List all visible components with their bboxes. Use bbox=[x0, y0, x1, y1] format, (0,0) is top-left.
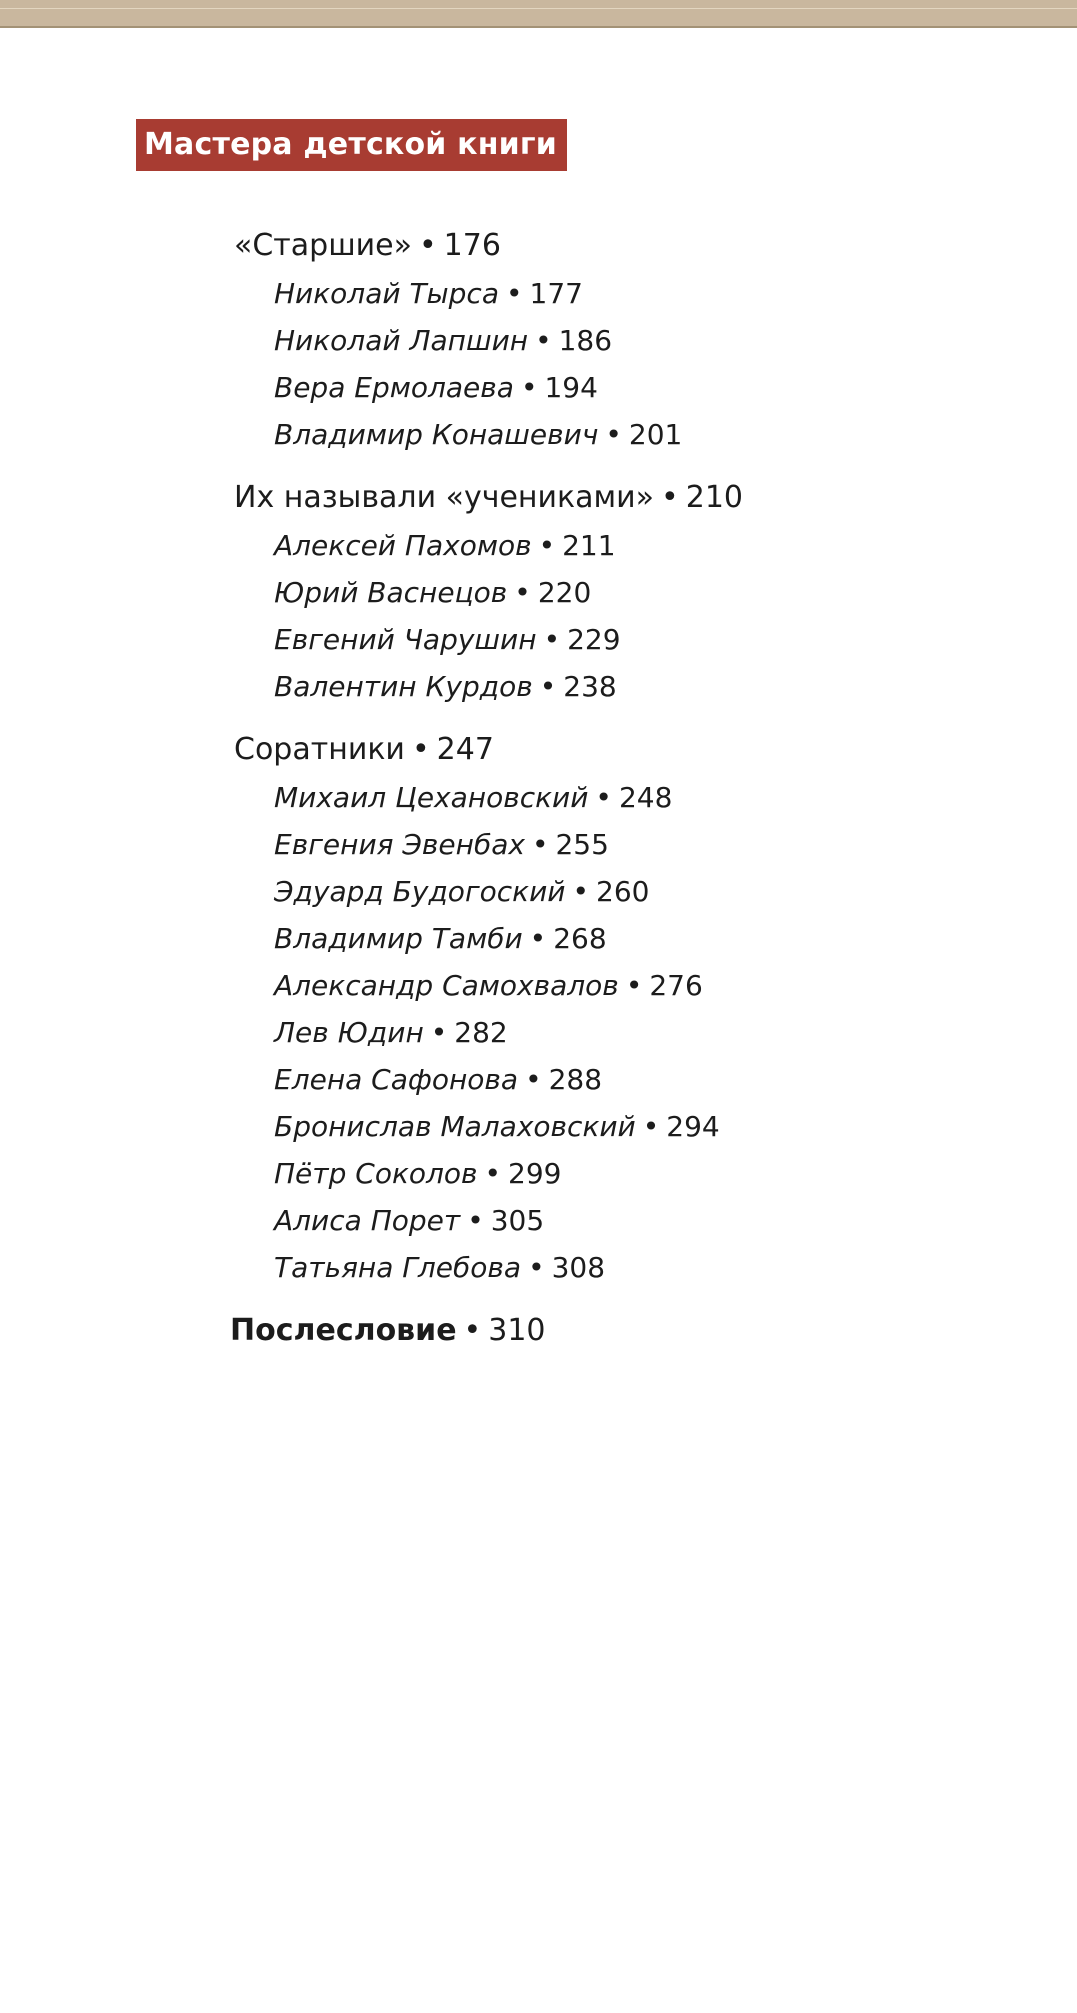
page-top-band-line bbox=[0, 8, 1077, 9]
toc-author-name: Евгения Эвенбах bbox=[274, 828, 525, 861]
toc-separator: • bbox=[411, 732, 430, 767]
toc-entry[interactable] bbox=[274, 620, 621, 660]
toc-author-name: Эдуард Будогоский bbox=[274, 875, 566, 908]
toc-part-starshie[interactable] bbox=[234, 226, 501, 266]
toc-separator: • bbox=[514, 576, 531, 609]
toc-afterword[interactable] bbox=[230, 1311, 546, 1351]
section-heading: Мастера детской книги bbox=[136, 119, 567, 171]
toc-page-number: 238 bbox=[563, 670, 617, 703]
toc-separator: • bbox=[505, 277, 523, 310]
toc-author-name: Вера Ермолаева bbox=[274, 371, 514, 404]
toc-author-name: Михаил Цехановский bbox=[274, 781, 589, 814]
toc-part-ucheniki[interactable] bbox=[234, 478, 743, 518]
toc-entry[interactable] bbox=[274, 321, 612, 361]
toc-entry[interactable] bbox=[274, 274, 583, 314]
toc-separator: • bbox=[535, 324, 552, 357]
toc-part-title: Соратники bbox=[234, 732, 405, 767]
toc-author-name: Владимир Тамби bbox=[274, 922, 523, 955]
toc-page-number: 299 bbox=[508, 1157, 562, 1190]
toc-author-name: Николай Лапшин bbox=[274, 324, 529, 357]
toc-separator: • bbox=[538, 529, 556, 562]
toc-separator: • bbox=[463, 1313, 482, 1348]
toc-entry[interactable] bbox=[274, 919, 607, 959]
toc-entry[interactable] bbox=[274, 526, 616, 566]
toc-entry[interactable] bbox=[274, 872, 649, 912]
toc-separator: • bbox=[520, 371, 538, 404]
toc-page-number: 305 bbox=[490, 1204, 545, 1237]
toc-part-title: «Старшие» bbox=[234, 228, 412, 263]
toc-entry[interactable] bbox=[274, 667, 617, 707]
toc-entry[interactable] bbox=[274, 368, 598, 408]
toc-separator: • bbox=[605, 418, 622, 451]
toc-author-name: Николай Тырса bbox=[274, 277, 499, 310]
toc-page-number: 294 bbox=[666, 1110, 720, 1143]
toc-entry[interactable] bbox=[274, 1013, 508, 1053]
toc-page-number: 220 bbox=[537, 576, 592, 609]
toc-page-number: 201 bbox=[628, 418, 683, 451]
toc-page-number: 282 bbox=[454, 1016, 508, 1049]
toc-entry[interactable] bbox=[274, 1201, 544, 1241]
toc-entry[interactable] bbox=[274, 1060, 602, 1100]
toc-separator: • bbox=[529, 922, 547, 955]
toc-entry[interactable] bbox=[274, 1154, 562, 1194]
toc-separator: • bbox=[572, 875, 589, 908]
toc-page-number: 186 bbox=[558, 324, 613, 357]
toc-separator: • bbox=[543, 623, 561, 656]
toc-page-number: 255 bbox=[555, 828, 609, 861]
toc-separator: • bbox=[528, 1251, 545, 1284]
toc-page-number: 176 bbox=[443, 228, 501, 263]
toc-page-number: 276 bbox=[649, 969, 703, 1002]
toc-entry[interactable] bbox=[274, 1248, 605, 1288]
toc-separator: • bbox=[625, 969, 643, 1002]
toc-author-name: Пётр Соколов bbox=[274, 1157, 478, 1190]
toc-author-name: Елена Сафонова bbox=[274, 1063, 519, 1096]
toc-page-number: 211 bbox=[562, 529, 616, 562]
toc-separator: • bbox=[642, 1110, 660, 1143]
toc-page-number: 194 bbox=[544, 371, 598, 404]
toc-separator: • bbox=[467, 1204, 484, 1237]
toc-separator: • bbox=[539, 670, 557, 703]
toc-separator: • bbox=[531, 828, 549, 861]
toc-author-name: Евгений Чарушин bbox=[274, 623, 537, 656]
toc-entry[interactable] bbox=[274, 415, 682, 455]
toc-separator: • bbox=[525, 1063, 542, 1096]
toc-separator: • bbox=[661, 480, 679, 515]
toc-entry[interactable] bbox=[274, 778, 672, 818]
toc-author-name: Валентин Курдов bbox=[274, 670, 533, 703]
toc-page-number: 210 bbox=[685, 480, 743, 515]
toc-author-name: Владимир Конашевич bbox=[274, 418, 599, 451]
toc-author-name: Александр Самохвалов bbox=[274, 969, 619, 1002]
toc-page-number: 177 bbox=[529, 277, 583, 310]
toc-author-name: Алексей Пахомов bbox=[274, 529, 532, 562]
toc-part-title: Их называли «учениками» bbox=[234, 480, 655, 515]
toc-page-number: 268 bbox=[553, 922, 607, 955]
toc-author-name: Лев Юдин bbox=[274, 1016, 424, 1049]
toc-entry[interactable] bbox=[274, 573, 591, 613]
toc-entry[interactable] bbox=[274, 825, 609, 865]
toc-page-number: 260 bbox=[596, 875, 650, 908]
toc-author-name: Бронислав Малаховский bbox=[274, 1110, 636, 1143]
toc-page-number: 310 bbox=[488, 1313, 546, 1348]
toc-author-name: Алиса Порет bbox=[274, 1204, 461, 1237]
page-top-band bbox=[0, 0, 1077, 28]
toc-separator: • bbox=[484, 1157, 502, 1190]
toc-author-name: Юрий Васнецов bbox=[274, 576, 508, 609]
toc-separator: • bbox=[595, 781, 612, 814]
toc-entry[interactable] bbox=[274, 1107, 720, 1147]
toc-page-number: 229 bbox=[567, 623, 621, 656]
toc-afterword-title: Послесловие bbox=[230, 1313, 457, 1348]
toc-separator: • bbox=[418, 228, 437, 263]
toc-page-number: 247 bbox=[436, 732, 494, 767]
toc-part-soratniki[interactable] bbox=[234, 730, 494, 770]
toc-page-number: 288 bbox=[548, 1063, 603, 1096]
toc-page-number: 308 bbox=[551, 1251, 606, 1284]
toc-page-number: 248 bbox=[618, 781, 673, 814]
toc-author-name: Татьяна Глебова bbox=[274, 1251, 522, 1284]
toc-separator: • bbox=[430, 1016, 448, 1049]
toc-entry[interactable] bbox=[274, 966, 703, 1006]
